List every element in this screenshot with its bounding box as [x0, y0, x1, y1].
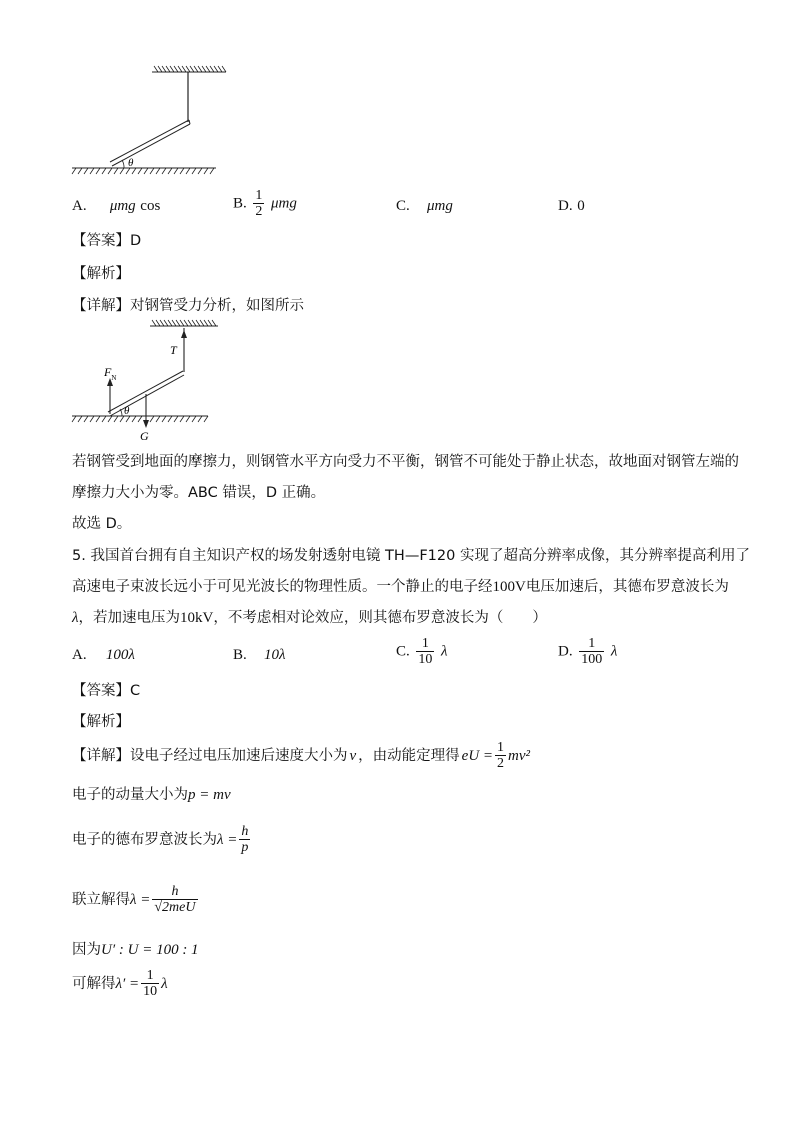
option-d-text: 0	[577, 198, 585, 214]
fn-sub: N	[111, 374, 117, 382]
solve-num: h	[171, 884, 179, 899]
q5-answer	[72, 681, 140, 701]
answer-value: D	[130, 233, 142, 249]
momentum-eq: p = mv	[188, 787, 231, 803]
q5-detail	[72, 740, 530, 771]
solve-den: √2meU	[154, 900, 196, 915]
result-tail: λ	[161, 975, 168, 992]
tension-arrowhead	[181, 330, 187, 338]
answer-tag: 【答案】	[72, 233, 130, 249]
ground	[72, 168, 216, 174]
solve-fraction	[152, 884, 197, 915]
answer-tag: 【答案】	[72, 683, 130, 699]
option-c	[396, 196, 453, 216]
q4-answer	[72, 231, 141, 251]
q5-option-a-letter: A.	[72, 647, 87, 663]
q4-explanation-line1: 若钢管受到地面的摩擦力，则钢管水平方向受力不平衡，钢管不可能处于静止状态，故地面对钢管左端的	[72, 454, 739, 470]
ratio-eq: U′ : U = 100 : 1	[101, 942, 199, 958]
q5-line1	[72, 546, 750, 566]
q5-option-b	[233, 645, 285, 665]
q5-option-c	[396, 636, 447, 667]
q5-option-d-letter: D.	[558, 643, 573, 660]
energy-eq-fraction	[495, 740, 506, 771]
option-a-expr: μmg	[109, 198, 136, 214]
angle-label: θ	[128, 157, 134, 169]
option-b-fraction	[253, 188, 264, 219]
q5-option-c-letter: C.	[396, 643, 410, 660]
answer-value: C	[130, 683, 141, 699]
q5-option-d-tail: λ	[610, 643, 618, 660]
energy-eq-lhs: eU =	[461, 747, 494, 764]
q5-voltage1: 100V	[492, 579, 526, 595]
fn-main: F	[104, 365, 112, 379]
option-a	[72, 196, 160, 216]
angle-label: θ	[124, 405, 130, 417]
q5-option-b-text: 10λ	[263, 647, 286, 663]
q4-explanation-line2: 摩擦力大小为零。ABC 错误，D 正确。	[72, 485, 326, 501]
energy-eq-rhs: mv²	[508, 747, 531, 764]
detail-tag: 【详解】	[72, 747, 130, 764]
velocity-symbol: v	[349, 747, 357, 764]
result-lhs: λ′ =	[115, 975, 140, 992]
ceiling	[150, 320, 218, 326]
detail-text-b: ，由动能定理得	[358, 747, 460, 764]
q5-line3	[72, 608, 547, 628]
solve-lhs: λ =	[130, 891, 151, 908]
solve-text: 联立解得	[72, 891, 130, 908]
angle-arc	[122, 160, 124, 168]
gravity-label: G	[140, 429, 149, 443]
result-den: 10	[143, 984, 158, 999]
q5-option-c-fraction	[416, 636, 434, 667]
q5-analysis-tag: 【解析】	[72, 714, 130, 730]
q5-option-c-num: 1	[421, 636, 429, 651]
wavelength-lhs: λ =	[217, 831, 238, 848]
q4-conclusion: 故选 D。	[72, 516, 132, 532]
momentum-text: 电子的动量大小为	[72, 787, 188, 803]
option-c-expr: μmg	[426, 198, 453, 214]
q5-option-d	[558, 636, 617, 667]
option-b-expr: μmg	[270, 195, 297, 212]
option-a-letter: A.	[72, 198, 87, 214]
q5-line2-a: 高速电子束波长远小于可见光波长的物理性质。一个静止的电子经	[72, 579, 493, 595]
q5-option-d-num: 1	[588, 636, 596, 651]
q4-detail	[72, 296, 304, 316]
momentum-line	[72, 785, 231, 805]
option-c-letter: C.	[396, 198, 410, 214]
q5-option-c-tail: λ	[440, 643, 448, 660]
solve-line	[72, 884, 200, 915]
wavelength-text: 电子的德布罗意波长为	[72, 831, 217, 848]
q5-line1-text: 我国首台拥有自主知识产权的场发射透射电镜 TH—F120 实现了超高分辨率成像，其分辨率提高利用了	[90, 548, 750, 564]
figure-force-diagram	[68, 316, 228, 446]
wavelength-fraction	[239, 824, 250, 855]
option-a-tail: cos	[140, 198, 161, 214]
q4-analysis-tag: 【解析】	[72, 266, 130, 282]
result-num: 1	[146, 968, 154, 983]
ceiling	[152, 66, 226, 72]
detail-tag: 【详解】	[72, 298, 130, 314]
detail-text: 对钢管受力分析，如图所示	[130, 298, 304, 314]
energy-eq-num: 1	[497, 740, 505, 755]
q5-option-a	[72, 645, 135, 665]
gravity-arrowhead	[143, 420, 149, 428]
q5-option-d-den: 100	[581, 652, 603, 667]
detail-text-a: 设电子经过电压加速后速度大小为	[130, 747, 348, 764]
result-line	[72, 968, 168, 999]
q5-option-d-fraction	[579, 636, 604, 667]
q5-option-a-text: 100λ	[105, 647, 135, 663]
wavelength-den: p	[241, 840, 249, 855]
option-b-letter: B.	[233, 195, 247, 212]
q5-line2	[72, 577, 729, 597]
option-d-letter: D.	[558, 198, 573, 214]
q5-line3-b: ，不考虑相对论效应，则其德布罗意波长为（ ）	[213, 610, 547, 626]
option-b-num: 1	[255, 188, 263, 203]
q5-option-b-letter: B.	[233, 647, 247, 663]
ground	[72, 416, 208, 422]
option-b	[233, 188, 297, 219]
q5-line2-b: 电压加速后，其德布罗意波长为	[525, 579, 729, 595]
pipe	[110, 120, 190, 166]
tension-label: T	[170, 343, 177, 357]
option-b-den: 2	[255, 204, 263, 219]
energy-eq-den: 2	[497, 756, 505, 771]
q5-voltage2: 10kV	[180, 610, 214, 626]
result-text: 可解得	[72, 975, 116, 992]
q5-lambda: λ	[72, 610, 79, 626]
q5-number: 5.	[72, 548, 86, 564]
ratio-text: 因为	[72, 942, 101, 958]
result-fraction	[141, 968, 159, 999]
ratio-line	[72, 940, 199, 960]
q5-option-c-den: 10	[418, 652, 433, 667]
wavelength-line	[72, 824, 252, 855]
figure-inclined-pipe	[68, 62, 228, 182]
option-d	[558, 196, 585, 216]
q5-line3-a: ，若加速电压为	[78, 610, 180, 626]
wavelength-num: h	[241, 824, 249, 839]
